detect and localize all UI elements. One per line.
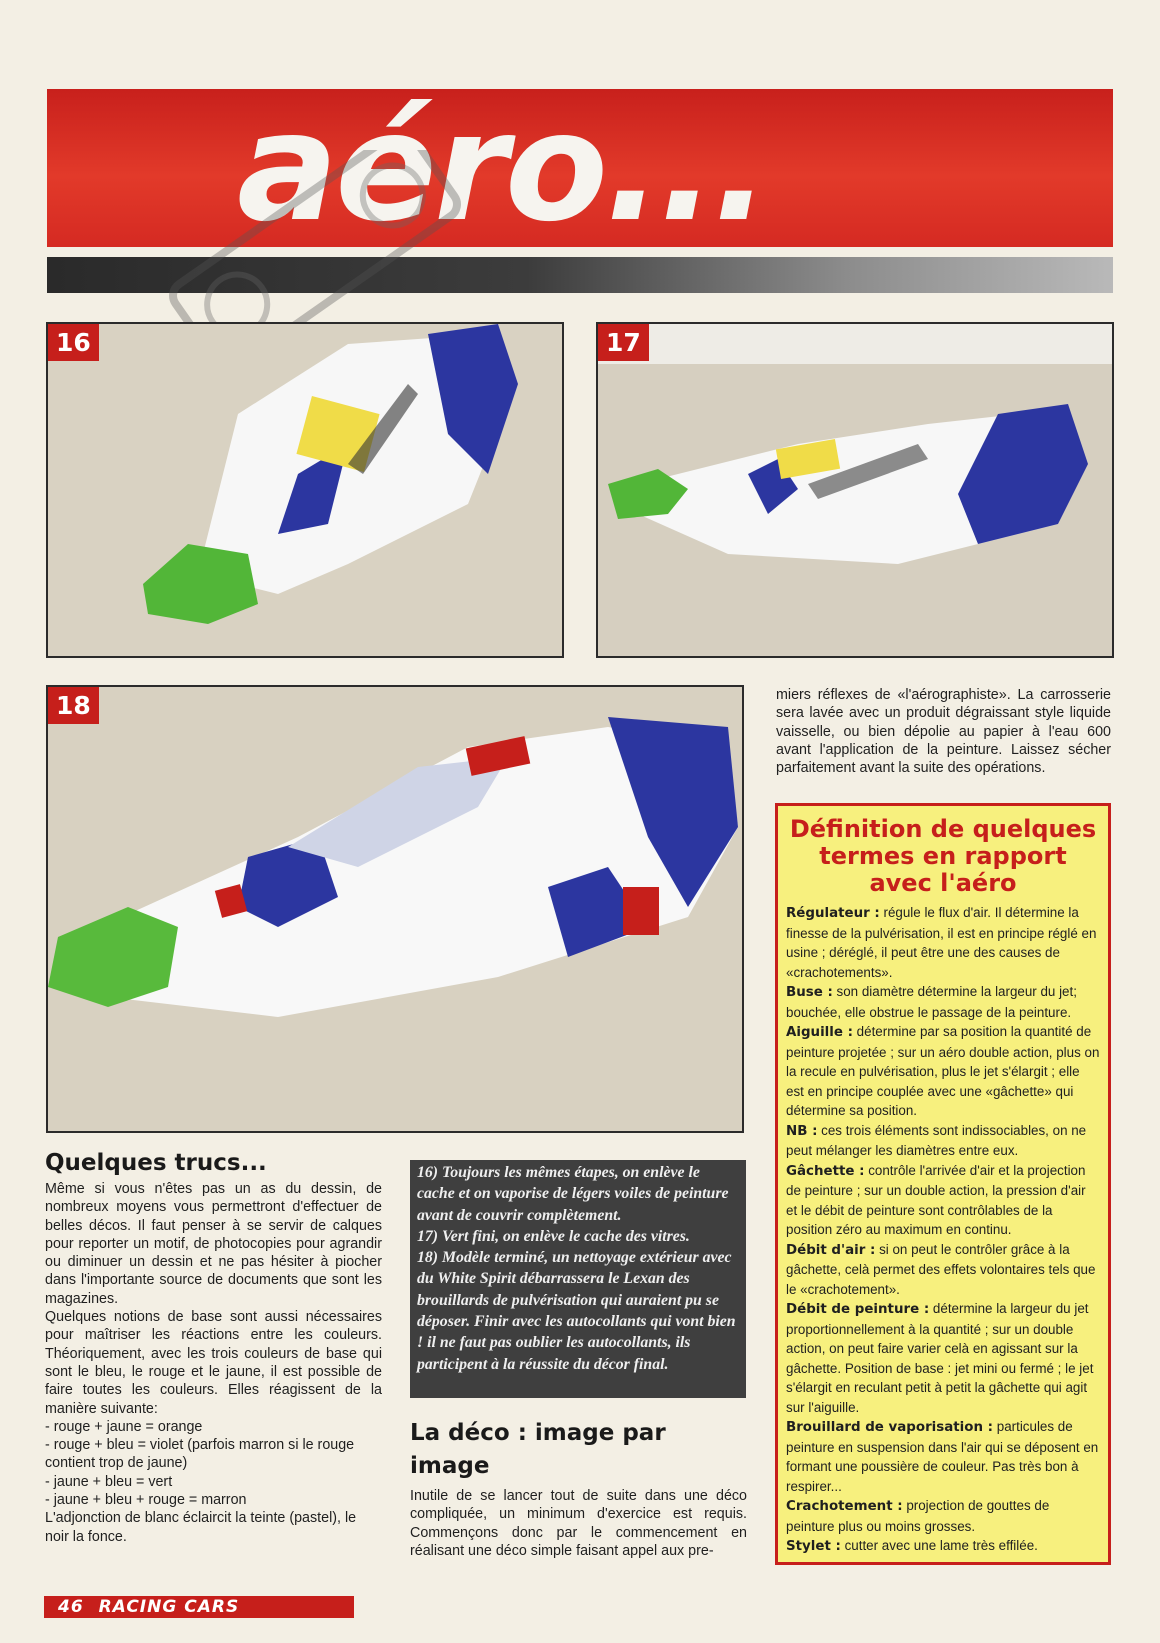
intro-paragraph: miers réflexes de «l'aérographiste». La carrosserie sera lavée avec un produit dégraissant style liquide vaisselle, ou bien dépolie au papier à l'eau 600 avant l'application de la peinture. Laissez sécher parfaitement avant la suite des opérations. (776, 687, 1111, 777)
caption-16: 16) Toujours les mêmes étapes, on enlève le cache et on vaporise de légers voiles de peinture avant de couvrir complètement. (417, 1164, 729, 1224)
definition-item: Gâchette : contrôle l'arrivée d'air et la projection de peinture ; sur un double action, la pression d'air et le débit de peinture sont contrôlables de la position zéro au maximum en continu. (786, 1162, 1086, 1237)
page-footer (44, 1596, 354, 1618)
deco-section (410, 1417, 747, 1560)
definition-item: NB : ces trois éléments sont indissociables, on ne peut mélanger les diamètres entre eux. (786, 1122, 1087, 1158)
page-number: 46 (58, 1597, 84, 1617)
header-stripe (47, 257, 1113, 293)
photo-17 (596, 322, 1114, 658)
definition-item: Crachotement : projection de gouttes de peinture plus ou moins grosses. (786, 1498, 1050, 1534)
tips-section (45, 1148, 382, 1546)
definition-item: Stylet : cutter avec une lame très effilée. (786, 1538, 1038, 1554)
car-body-image-18 (48, 687, 742, 1131)
tips-paragraph: Même si vous n'êtes pas un as du dessin, de nombreux moyens vous permettront d'effectuer de belles décos. Il faut penser à se servir de calques pour reporter un motif, de photocopies pour agrandir ou diminuer un dessin et ne pas hésiter à piocher dans l'importante source de documents que sont les magazines. (45, 1181, 382, 1307)
photo-number: 17 (598, 324, 649, 361)
deco-heading: La déco : image par image (410, 1420, 666, 1479)
caption-17: 17) Vert fini, on enlève le cache des vitres. (417, 1227, 690, 1245)
definition-item: Buse : son diamètre détermine la largeur du jet; bouchée, elle obstrue le passage de la peinture. (786, 984, 1077, 1020)
car-body-image-16 (48, 324, 562, 656)
car-body-image-17 (598, 324, 1112, 656)
definition-item: Débit d'air : si on peut le contrôler grâce à la gâchette, celà permet des effets volontaires tels que le «crachotement». (786, 1241, 1096, 1297)
deco-paragraph: Inutile de se lancer tout de suite dans une déco compliquée, un minimum d'exercice est requis. Commençons donc par le commencement en réalisant une déco simple faisant appel aux pre- (410, 1488, 747, 1559)
definition-item: Brouillard de vaporisation : particules de peinture en suspension dans l'air qui se déposent en formant une poussière de couleur. Pas très bon à respirer... (786, 1419, 1099, 1494)
page-title: aéro... (237, 89, 767, 247)
definitions-box (775, 803, 1111, 1565)
mix-item: - rouge + jaune = orange (45, 1418, 203, 1435)
magazine-name: RACING CARS (98, 1597, 240, 1617)
header-banner (47, 89, 1113, 247)
caption-18: 18) Modèle terminé, un nettoyage extérieur avec du White Spirit débarrassera le Lexan des brouillards de pulvérisation qui auraient pu se déposer. Finir avec les autocollants qui vont bien ! il ne faut pas oublier les autocollants, ils participent à la réussite du décor final. (417, 1249, 736, 1373)
definition-item: Régulateur : régule le flux d'air. Il détermine la finesse de la pulvérisation, il est en principe réglé en usine ; déréglé, il peut être une des causes de «crachotements». (786, 905, 1097, 980)
definition-item: Aiguille : détermine par sa position la quantité de peinture projetée ; sur un aéro double action, plus on la recule en pulvérisation, plus le jet s'élargit ; elle est en principe couplée avec une «gâchette» qui détermine sa position. (786, 1024, 1100, 1118)
photo-16 (46, 322, 564, 658)
definitions-title: Définition de quelques termes en rapport avec l'aéro (789, 815, 1097, 897)
tips-paragraph: L'adjonction de blanc éclaircit la teinte (pastel), le noir la fonce. (45, 1510, 357, 1545)
definition-item: Débit de peinture : détermine la largeur du jet proportionnellement à la quantité ; sur un double action, on peut faire varier celà en agissant sur la gâchette. Position de base : jet mini ou fermé ; le jet s'élargit en reculant petit à petit la gâchette qui agit sur l'aiguille. (786, 1301, 1094, 1415)
photo-number: 16 (48, 324, 99, 361)
photo-captions (410, 1160, 746, 1398)
tips-paragraph: Quelques notions de base sont aussi nécessaires pour maîtriser les réactions entre les couleurs. Théoriquement, avec les trois couleurs de base qui sont le bleu, le rouge et le jaune, il est possible de faire toutes les couleurs. Elles réagissent de la manière suivante: (45, 1309, 382, 1417)
mix-item: - jaune + bleu + rouge = marron (45, 1492, 247, 1509)
mix-item: - jaune + bleu = vert (45, 1473, 173, 1490)
mix-item: - rouge + bleu = violet (parfois marron si le rouge contient trop de jaune) (45, 1437, 355, 1472)
photo-18 (46, 685, 744, 1133)
photo-number: 18 (48, 687, 99, 724)
tips-heading: Quelques trucs... (45, 1150, 267, 1176)
